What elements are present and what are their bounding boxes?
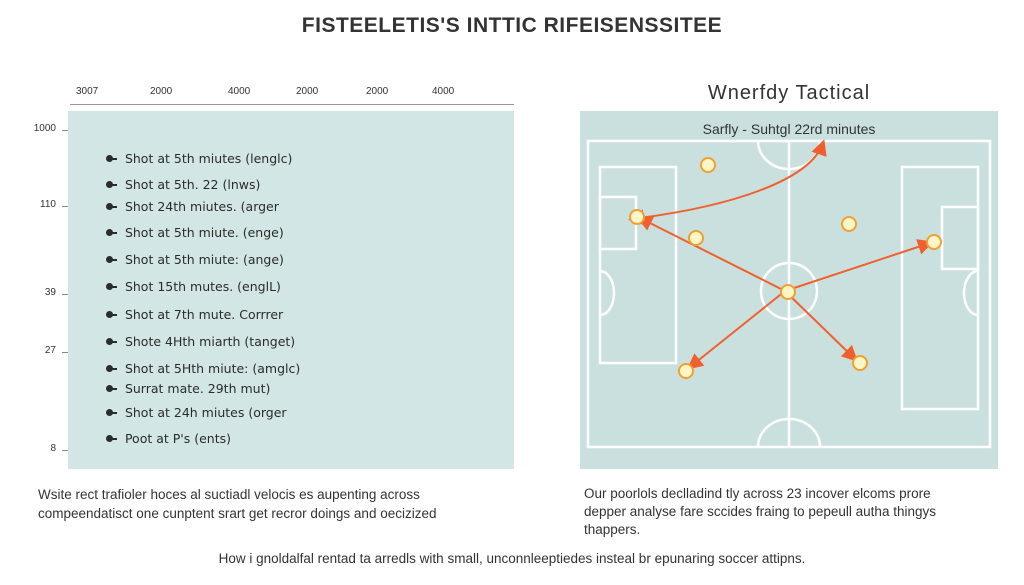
description-line: Wsite rect trafioler hoces al suctiadl velocis es aupenting across — [38, 487, 420, 502]
bullet-arrow-icon — [106, 229, 113, 236]
description-line: depper analyse fare sccides fraing to pepeull autha thingys — [584, 504, 936, 519]
bullet-arrow-icon — [106, 338, 113, 345]
description-line: thappers. — [584, 522, 641, 537]
shot-list-item: Shot at 7th mute. Corrrer — [106, 307, 283, 322]
footer-caption: How і gnoldalfal rentad ta arredls with small, unconnleeptiedes insteal br epunaring soccer attipns. — [218, 551, 806, 566]
bullet-arrow-icon — [106, 365, 113, 372]
player-circle-icon — [853, 356, 867, 370]
shot-list-item: Poot at P's (ents) — [106, 431, 231, 446]
shot-list-item: Shot at 5Hth miute: (amglc) — [106, 361, 300, 376]
shot-list-panel — [68, 111, 514, 469]
tactical-subtitle: Sarfly - Suhtgl 22rd minutes — [702, 121, 876, 137]
player-circle-icon — [842, 217, 856, 231]
y-tick-label: 27 — [44, 345, 56, 356]
x-axis-ticks — [0, 86, 520, 102]
y-tick-label: 8 — [50, 443, 56, 454]
bullet-arrow-icon — [106, 203, 113, 210]
bullet-arrow-icon — [106, 181, 113, 188]
bullet-arrow-icon — [106, 409, 113, 416]
tactical-title: Wnerfdy Tactical — [707, 82, 871, 104]
shot-list-item: Shot at 24h miutes (orger — [106, 405, 287, 420]
description-line: compeendatisct one cunptent srart get recror doings and oecizized — [38, 506, 437, 521]
x-tick-label: 3007 — [76, 86, 99, 97]
bullet-arrow-icon — [106, 385, 113, 392]
shot-list-item: Shot at 5th miute: (ange) — [106, 252, 284, 267]
shot-list-item: Shot 15th mutes. (englL) — [106, 279, 281, 294]
x-tick-label: 2000 — [366, 86, 389, 97]
x-axis-line — [70, 104, 514, 105]
x-tick-label: 2000 — [150, 86, 173, 97]
bullet-arrow-icon — [106, 435, 113, 442]
page-title: FISTEELETIS'S INTTIC RIFEISENSSITEE — [301, 14, 723, 37]
player-circle-icon — [679, 364, 693, 378]
shot-list-item: Shot 24th miutes. (arger — [106, 199, 279, 214]
bullet-arrow-icon — [106, 155, 113, 162]
left-description — [38, 485, 508, 523]
player-circle-icon — [781, 285, 795, 299]
shot-list-item: Shot at 5th miutes (lenglc) — [106, 151, 292, 166]
player-circle-icon — [689, 231, 703, 245]
shot-list-item: Surrat mate. 29th mut) — [106, 381, 270, 396]
right-description — [584, 485, 1004, 539]
y-tick-label: 1000 — [33, 123, 56, 134]
x-tick-label: 2000 — [296, 86, 319, 97]
bullet-arrow-icon — [106, 283, 113, 290]
shot-list-item: Shote 4Hth miarth (tanget) — [106, 334, 295, 349]
bullet-arrow-icon — [106, 256, 113, 263]
bullet-arrow-icon — [106, 311, 113, 318]
soccer-pitch — [580, 111, 998, 469]
shot-list-item: Shot at 5th miute. (enge) — [106, 225, 284, 240]
x-tick-label: 4000 — [228, 86, 251, 97]
player-circle-icon — [701, 158, 715, 172]
y-tick-label: 110 — [40, 199, 56, 210]
player-circle-icon — [630, 210, 644, 224]
description-line: Our poorlols declladind tly across 23 incover elcoms prore — [584, 486, 931, 501]
x-tick-label: 4000 — [432, 86, 455, 97]
shot-list-item: Shot at 5th. 22 (lnws) — [106, 177, 260, 192]
player-circle-icon — [927, 235, 941, 249]
y-tick-label: 39 — [44, 287, 56, 298]
